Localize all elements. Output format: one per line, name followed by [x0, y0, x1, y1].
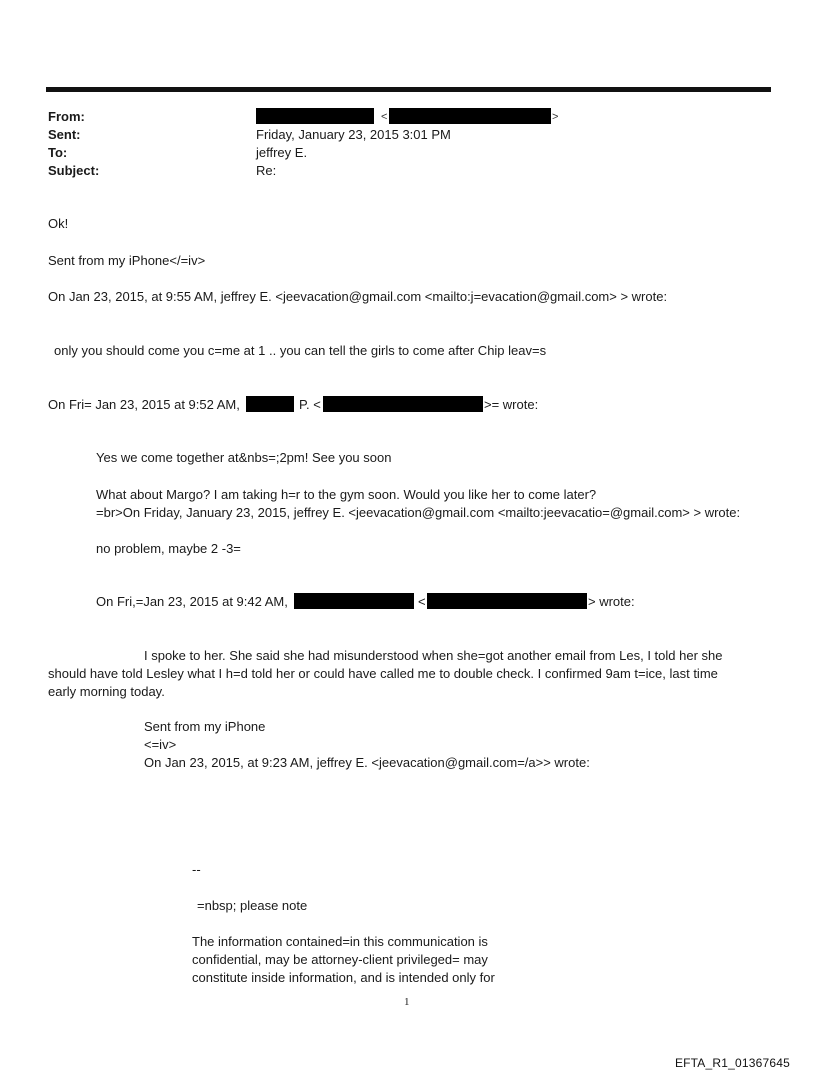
disclaimer-line: constitute inside information, and is intended only for [192, 970, 495, 985]
subject-value: Re: [256, 163, 277, 178]
subject-label: Subject: [48, 163, 100, 178]
body-line: Yes we come together at&nbs=;2pm! See you soon [96, 450, 392, 465]
from-gt: > [552, 111, 559, 123]
body-line: On Jan 23, 2015, at 9:55 AM, jeffrey E. <jeevacation@gmail.com <mailto:j=evacation@gmail.com> > wrote: [48, 289, 668, 304]
redaction-from-name [256, 108, 374, 124]
redaction-email [323, 396, 483, 412]
redaction-from-email [389, 108, 551, 124]
disclaimer-line: confidential, may be attorney-client privileged= may [192, 952, 488, 967]
to-label: To: [48, 145, 68, 160]
body-line: <=iv> [144, 737, 177, 752]
disclaimer-line: The information contained=in this communication is [192, 934, 488, 949]
from-lt: < [381, 111, 388, 123]
body-line: Sent from my iPhone</=iv> [48, 253, 206, 268]
body-line: > wrote: [588, 594, 635, 609]
to-value: jeffrey E. [256, 145, 308, 160]
body-line: Sent from my iPhone [144, 719, 266, 734]
body-line: Ok! [48, 216, 69, 231]
body-line: =nbsp; please note [197, 898, 308, 913]
body-line: < [418, 594, 426, 609]
redaction-name [246, 396, 294, 412]
document-id-footer: EFTA_R1_01367645 [674, 1056, 790, 1070]
body-line: no problem, maybe 2 -3= [96, 541, 241, 556]
body-line: On Fri,=Jan 23, 2015 at 9:42 AM, [96, 594, 288, 609]
body-line: On Jan 23, 2015, at 9:23 AM, jeffrey E. <jeevacation@gmail.com=/a>> wrote: [144, 755, 590, 770]
page-number: 1 [404, 996, 410, 1008]
redaction-email [427, 593, 587, 609]
body-line: P. < [299, 397, 321, 412]
body-line: I spoke to her. She said she had misunderstood when she=got another email from Les, I told her she [144, 648, 723, 663]
header-rule [46, 87, 771, 92]
signature-separator: -- [192, 862, 201, 877]
redaction-name [294, 593, 414, 609]
body-line: only you should come you c=me at 1 .. you can tell the girls to come after Chip leav=s [54, 343, 547, 358]
sent-value: Friday, January 23, 2015 3:01 PM [256, 127, 451, 142]
body-line: =br>On Friday, January 23, 2015, jeffrey E. <jeevacation@gmail.com <mailto:jeevacatio=@gmail.com> > wrote: [96, 505, 741, 520]
body-line: On Fri= Jan 23, 2015 at 9:52 AM, [48, 397, 240, 412]
from-label: From: [48, 109, 85, 124]
sent-label: Sent: [48, 127, 81, 142]
body-line: should have told Lesley what I h=d told her or could have called me to double check. I confirmed 9am t=ice, last time [48, 666, 718, 681]
body-line: early morning today. [48, 684, 165, 699]
body-line: >= wrote: [484, 397, 539, 412]
body-line: What about Margo? I am taking h=r to the gym soon. Would you like her to come later? [96, 487, 597, 502]
